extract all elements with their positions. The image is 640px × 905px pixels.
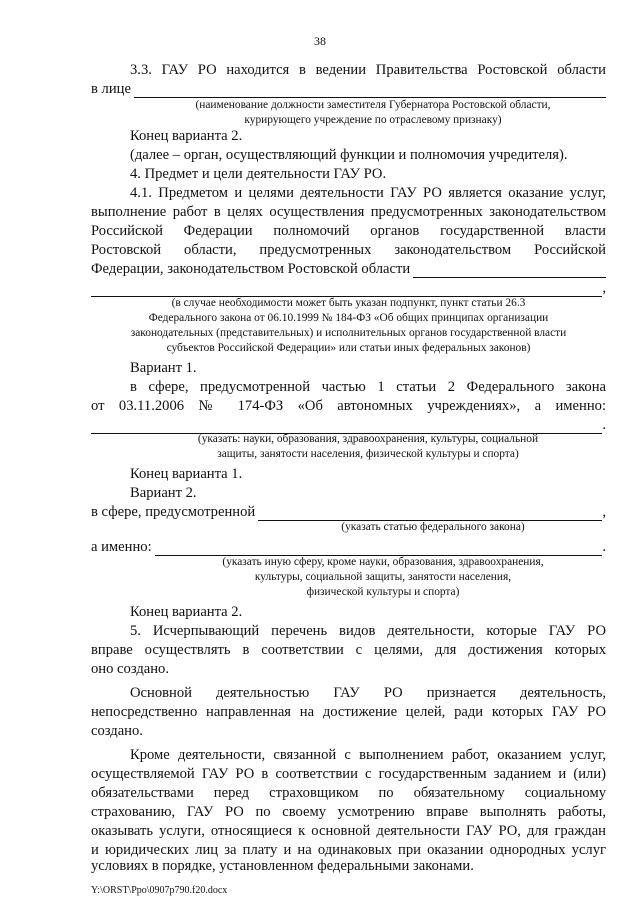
end-variant-2-first: Конец варианта 2. — [130, 128, 243, 144]
note-4-1-d: субъектов Российской Федерации» или статьи иных федеральных законов) — [166, 342, 531, 354]
line-end-period: . — [602, 539, 606, 555]
blank-line — [91, 282, 602, 297]
end-variant-1: Конец варианта 1. — [130, 466, 243, 482]
end-variant-2: Конец варианта 2. — [130, 604, 243, 620]
section-4-1-text: Федерации, законодательством Ростовской области — [91, 261, 411, 277]
other-activity-line-4: страхованию, ГАУ РО по своему усмотрению вправе выполнять работы, — [91, 804, 606, 820]
main-activity-line-3: создано. — [91, 723, 143, 739]
section-4-1-line-6 — [91, 280, 606, 297]
note-variant-2-a: (указать статью федерального закона) — [341, 521, 525, 533]
section-5-line-1: 5. Исчерпывающий перечень видов деятельности, которые ГАУ РО — [130, 623, 606, 639]
variant-1-label: Вариант 1. — [130, 360, 197, 376]
organ-note: (далее – орган, осуществляющий функции и полномочия учредителя). — [130, 147, 568, 163]
other-activity-line-1: Кроме деятельности, связанной с выполнением работ, оказанием услуг, — [130, 747, 606, 763]
blank-line — [155, 541, 603, 556]
section-3-3-text: в лице — [91, 81, 131, 97]
note-4-1-b: Федерального закона от 06.10.1999 № 184-ФЗ «Об общих принципах организации — [148, 312, 549, 324]
variant-2-line-1 — [91, 504, 606, 521]
blank-line — [258, 506, 602, 521]
section-4-1-line-3: Российской Федерации полномочий органов государственной власти — [91, 223, 606, 239]
section-4-1-line-4: Ростовской области, предусмотренных законодательством Российской — [91, 242, 606, 258]
section-5-line-2: вправе осуществлять в соответствии с целями, для достижения которых — [91, 642, 606, 658]
note-4-1-a: (в случае необходимости может быть указан подпункт, пункт статьи 26.3 — [171, 297, 526, 309]
section-3-3-line-2 — [91, 81, 606, 98]
note-3-3-a: (наименование должности заместителя Губернатора Ростовской области, — [195, 99, 551, 111]
variant-2-line-2 — [91, 539, 606, 556]
line-end-comma: , — [602, 280, 606, 296]
note-3-3-b: курирующего учреждение по отраслевому признаку) — [244, 114, 502, 126]
line-end-comma: , — [602, 504, 606, 520]
other-activity-line-6: и юридических лиц за плату и на одинаковых при оказании однородных услуг — [91, 842, 606, 858]
main-activity-line-2: непосредственно направленная на достижение целей, ради которых ГАУ РО — [91, 704, 606, 720]
note-variant-1-a: (указать: науки, образования, здравоохранения, культуры, социальной — [197, 433, 539, 445]
note-variant-1-b: защиты, занятости населения, физической культуры и спорта) — [217, 448, 519, 460]
other-activity-line-7: условиях в порядке, установленном федеральными законами. — [91, 858, 474, 874]
section-4-1-line-5 — [91, 261, 606, 278]
note-variant-2-d: физической культуры и спорта) — [306, 586, 460, 598]
variant-2-label: Вариант 2. — [130, 485, 197, 501]
section-4-1-line-1: 4.1. Предметом и целями деятельности ГАУ РО является оказание услуг, — [130, 185, 606, 201]
page-number: 38 — [314, 34, 326, 48]
variant-1-line-2: от 03.11.2006 № 174-ФЗ «Об автономных учреждениях», а именно: — [91, 398, 606, 414]
section-5-line-3: оно создано. — [91, 661, 169, 677]
line-end-period: . — [602, 417, 606, 433]
variant-2-text: в сфере, предусмотренной — [91, 504, 256, 520]
other-activity-line-5: оказывать услуги, относящиеся к основной деятельности ГАУ РО, для граждан — [91, 823, 606, 839]
section-4-title: 4. Предмет и цели деятельности ГАУ РО. — [130, 166, 387, 182]
section-4-1-line-2: выполнение работ в целях осуществления предусмотренных законодательством — [91, 204, 606, 220]
variant-1-line-1: в сфере, предусмотренной частью 1 статьи 2 Федерального закона — [130, 379, 606, 395]
note-variant-2-b: (указать иную сферу, кроме науки, образования, здравоохранения, — [222, 556, 544, 568]
other-activity-line-2: осуществляемой ГАУ РО в соответствии с государственным заданием и (или) — [91, 766, 606, 782]
blank-line — [134, 83, 606, 98]
variant-2-text-2: а именно: — [91, 539, 152, 555]
other-activity-line-3: обязательствами перед страховщиком по обязательному социальному — [91, 785, 606, 801]
note-variant-2-c: культуры, социальной защиты, занятости населения, — [254, 571, 512, 583]
main-activity-line-1: Основной деятельностью ГАУ РО признается деятельность, — [130, 685, 606, 701]
footer-file-path: Y:\ORST\Ppo\0907p790.f20.docx — [91, 885, 228, 896]
note-4-1-c: законодательных (представительных) и исполнительных органов государственной власти — [130, 327, 567, 339]
blank-line — [413, 263, 606, 278]
section-3-3-line-1: 3.3. ГАУ РО находится в ведении Правительства Ростовской области — [130, 62, 606, 78]
